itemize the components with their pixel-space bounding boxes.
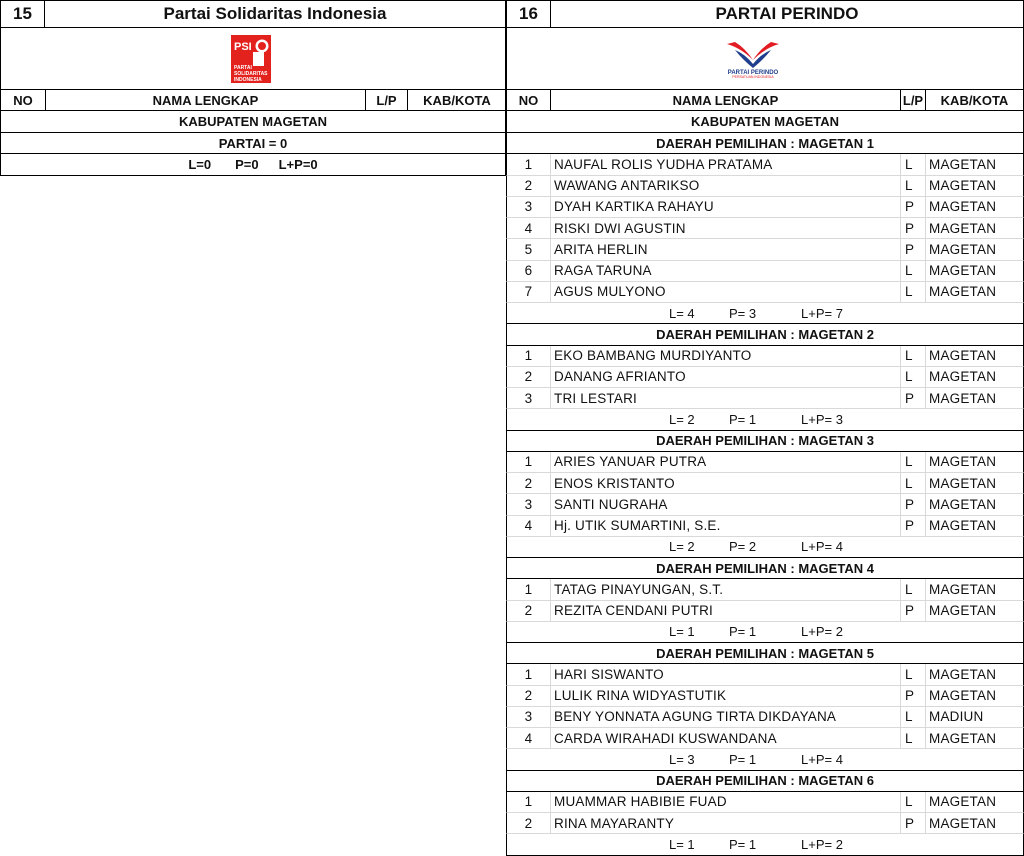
candidate-kab: MAGETAN <box>925 728 1023 748</box>
col-name: NAMA LENGKAP <box>550 90 900 110</box>
candidate-kab: MAGETAN <box>925 282 1023 302</box>
candidate-no: 2 <box>524 688 533 704</box>
candidate-name: DYAH KARTIKA RAHAYU <box>550 197 900 217</box>
candidate-row <box>506 346 1024 367</box>
candidate-row <box>506 579 1024 600</box>
candidate-no: 2 <box>524 815 533 831</box>
svg-text:SOLIDARITAS: SOLIDARITAS <box>234 71 268 77</box>
district-header <box>506 558 1024 579</box>
candidate-gender: P <box>900 813 925 833</box>
perindo-column-headers <box>506 90 1024 111</box>
summary-l: L= 1 <box>669 836 695 852</box>
candidate-gender: L <box>900 707 925 727</box>
candidate-no: 1 <box>524 348 533 364</box>
candidate-name: LULIK RINA WIDYASTUTIK <box>550 686 900 706</box>
candidate-no: 1 <box>524 794 533 810</box>
perindo-region-row <box>506 111 1024 133</box>
gender-summary <box>669 834 1023 854</box>
candidate-name: MUAMMAR HABIBIE FUAD <box>550 792 900 812</box>
candidate-row <box>506 239 1024 260</box>
district-summary <box>506 303 1024 324</box>
summary-lp: L+P= 4 <box>801 751 843 767</box>
candidate-row <box>506 494 1024 515</box>
summary-l: L= 2 <box>669 539 695 555</box>
candidate-no: 5 <box>524 241 533 257</box>
district-header <box>506 643 1024 664</box>
candidate-kab: MAGETAN <box>925 239 1023 259</box>
summary-p: P= 2 <box>729 539 757 555</box>
summary-lp: L+P= 2 <box>801 836 843 852</box>
summary-l: L=0 <box>188 157 212 172</box>
candidate-kab: MAGETAN <box>925 494 1023 514</box>
candidate-gender: L <box>900 452 925 472</box>
candidate-gender: L <box>900 282 925 302</box>
summary-p: P= 1 <box>729 411 757 427</box>
candidate-row <box>506 707 1024 728</box>
perindo-title-row <box>506 0 1024 28</box>
candidate-row <box>506 154 1024 175</box>
candidate-name: BENY YONNATA AGUNG TIRTA DIKDAYANA <box>550 707 900 727</box>
candidate-gender: L <box>900 346 925 366</box>
candidate-gender: P <box>900 218 925 238</box>
candidate-row <box>506 728 1024 749</box>
candidate-kab: MAGETAN <box>925 367 1023 387</box>
district-title: DAERAH PEMILIHAN : MAGETAN 1 <box>656 135 874 151</box>
col-no: NO <box>13 92 33 108</box>
candidate-kab: MAGETAN <box>925 346 1023 366</box>
candidate-row <box>506 516 1024 537</box>
candidate-kab: MADIUN <box>925 707 1023 727</box>
candidate-no: 3 <box>524 199 533 215</box>
candidate-name: NAUFAL ROLIS YUDHA PRATAMA <box>550 154 900 174</box>
candidate-name: CARDA WIRAHADI KUSWANDANA <box>550 728 900 748</box>
candidate-kab: MAGETAN <box>925 664 1023 684</box>
candidate-row <box>506 282 1024 303</box>
candidate-no: 2 <box>524 178 533 194</box>
gender-summary <box>669 749 1023 769</box>
candidate-no: 1 <box>524 666 533 682</box>
party-number: 15 <box>0 1 44 27</box>
candidate-kab: MAGETAN <box>925 601 1023 621</box>
candidate-gender: P <box>900 516 925 536</box>
region-label: KABUPATEN MAGETAN <box>690 114 840 129</box>
district-title: DAERAH PEMILIHAN : MAGETAN 6 <box>656 773 874 789</box>
candidate-row <box>506 686 1024 707</box>
candidate-kab: MAGETAN <box>925 579 1023 599</box>
district-header <box>506 133 1024 154</box>
candidate-row <box>506 664 1024 685</box>
candidate-name: RAGA TARUNA <box>550 261 900 281</box>
candidate-no: 1 <box>524 156 533 172</box>
candidate-kab: MAGETAN <box>925 218 1023 238</box>
candidate-no: 1 <box>524 454 533 470</box>
candidate-gender: L <box>900 261 925 281</box>
gender-summary <box>669 537 1023 557</box>
candidate-row <box>506 197 1024 218</box>
svg-text:PARTAI PERINDO: PARTAI PERINDO <box>727 70 779 76</box>
candidate-kab: MAGETAN <box>925 516 1023 536</box>
candidate-kab: MAGETAN <box>925 792 1023 812</box>
candidate-row <box>506 452 1024 473</box>
col-no: NO <box>518 92 539 108</box>
gender-summary <box>669 622 1023 642</box>
candidate-gender: P <box>900 197 925 217</box>
svg-text:PARTAI: PARTAI <box>234 65 252 71</box>
col-lp: L/P <box>365 90 407 110</box>
candidate-no: 2 <box>524 603 533 619</box>
candidate-name: HARI SISWANTO <box>550 664 900 684</box>
candidate-gender: L <box>900 154 925 174</box>
psi-logo <box>231 35 271 83</box>
psi-total-row <box>0 133 506 154</box>
summary-p: P= 1 <box>729 836 757 852</box>
svg-text:PSI: PSI <box>234 41 252 53</box>
summary-l: L= 2 <box>669 411 695 427</box>
district-summary <box>506 622 1024 643</box>
summary-lp: L+P= 3 <box>801 411 843 427</box>
gender-summary <box>1 154 505 175</box>
district-header <box>506 324 1024 345</box>
candidate-no: 4 <box>524 730 533 746</box>
summary-p: P= 3 <box>729 305 757 321</box>
candidate-gender: P <box>900 601 925 621</box>
candidate-gender: L <box>900 664 925 684</box>
summary-p: P= 1 <box>729 751 757 767</box>
candidate-kab: MAGETAN <box>925 813 1023 833</box>
candidate-no: 4 <box>524 518 533 534</box>
gender-summary <box>669 303 1023 323</box>
candidate-kab: MAGETAN <box>925 473 1023 493</box>
party-number: 16 <box>519 4 538 23</box>
candidate-kab: MAGETAN <box>925 452 1023 472</box>
candidate-name: RISKI DWI AGUSTIN <box>550 218 900 238</box>
summary-l: L= 3 <box>669 751 695 767</box>
candidate-kab: MAGETAN <box>925 686 1023 706</box>
district-title: DAERAH PEMILIHAN : MAGETAN 5 <box>656 645 874 661</box>
psi-title-row <box>0 0 506 28</box>
candidate-row <box>506 367 1024 388</box>
candidate-gender: L <box>900 367 925 387</box>
candidate-row <box>506 261 1024 282</box>
summary-lp: L+P=0 <box>278 157 318 172</box>
region-label: KABUPATEN MAGETAN <box>178 114 328 129</box>
party-name: PARTAI PERINDO <box>550 1 1023 27</box>
candidate-no: 1 <box>524 581 533 597</box>
candidate-gender: P <box>900 388 925 408</box>
candidate-row <box>506 601 1024 622</box>
candidate-name: RINA MAYARANTY <box>550 813 900 833</box>
candidate-no: 3 <box>524 496 533 512</box>
col-kab: KAB/KOTA <box>925 90 1023 110</box>
candidate-row <box>506 473 1024 494</box>
candidate-no: 2 <box>524 369 533 385</box>
candidate-name: ENOS KRISTANTO <box>550 473 900 493</box>
candidate-row <box>506 218 1024 239</box>
district-header <box>506 431 1024 452</box>
candidate-name: TRI LESTARI <box>550 388 900 408</box>
district-title: DAERAH PEMILIHAN : MAGETAN 3 <box>656 433 874 449</box>
candidate-name: EKO BAMBANG MURDIYANTO <box>550 346 900 366</box>
district-title: DAERAH PEMILIHAN : MAGETAN 4 <box>656 560 874 576</box>
svg-text:PERSATUAN INDONESIA: PERSATUAN INDONESIA <box>732 75 774 78</box>
candidate-name: TATAG PINAYUNGAN, S.T. <box>550 579 900 599</box>
summary-l: L= 4 <box>669 305 695 321</box>
col-name: NAMA LENGKAP <box>45 90 365 110</box>
summary-lp: L+P= 4 <box>801 539 843 555</box>
district-header <box>506 771 1024 792</box>
summary-l: L= 1 <box>669 624 695 640</box>
candidate-name: WAWANG ANTARIKSO <box>550 176 900 196</box>
candidate-no: 3 <box>524 390 533 406</box>
candidate-gender: L <box>900 728 925 748</box>
candidate-name: DANANG AFRIANTO <box>550 367 900 387</box>
candidate-row <box>506 813 1024 834</box>
candidate-name: Hj. UTIK SUMARTINI, S.E. <box>550 516 900 536</box>
candidate-name: AGUS MULYONO <box>550 282 900 302</box>
candidate-gender: P <box>900 686 925 706</box>
summary-lp: L+P= 7 <box>801 305 843 321</box>
summary-p: P=0 <box>235 157 259 172</box>
candidate-kab: MAGETAN <box>925 261 1023 281</box>
perindo-logo-row <box>506 28 1024 90</box>
candidate-no: 3 <box>524 709 533 725</box>
col-lp: L/P <box>900 90 925 110</box>
psi-summary-row <box>0 154 506 176</box>
summary-p: P= 1 <box>729 624 757 640</box>
candidate-gender: L <box>900 473 925 493</box>
party-total: PARTAI = 0 <box>218 135 288 151</box>
candidate-name: REZITA CENDANI PUTRI <box>550 601 900 621</box>
candidate-row <box>506 176 1024 197</box>
candidate-row <box>506 792 1024 813</box>
psi-column-headers <box>0 90 506 111</box>
district-title: DAERAH PEMILIHAN : MAGETAN 2 <box>656 326 874 342</box>
candidate-kab: MAGETAN <box>925 154 1023 174</box>
summary-lp: L+P= 2 <box>801 624 843 640</box>
candidate-name: SANTI NUGRAHA <box>550 494 900 514</box>
candidate-gender: L <box>900 792 925 812</box>
candidate-gender: P <box>900 239 925 259</box>
col-kab: KAB/KOTA <box>407 90 506 110</box>
candidate-name: ARITA HERLIN <box>550 239 900 259</box>
candidate-name: ARIES YANUAR PUTRA <box>550 452 900 472</box>
svg-text:INDONESIA: INDONESIA <box>234 77 262 83</box>
party-name: Partai Solidaritas Indonesia <box>44 1 506 27</box>
district-summary <box>506 834 1024 855</box>
candidate-kab: MAGETAN <box>925 197 1023 217</box>
district-summary <box>506 537 1024 558</box>
candidate-gender: L <box>900 579 925 599</box>
candidate-gender: P <box>900 494 925 514</box>
candidate-gender: L <box>900 176 925 196</box>
candidate-no: 4 <box>524 220 533 236</box>
candidate-kab: MAGETAN <box>925 388 1023 408</box>
candidate-no: 7 <box>524 284 533 300</box>
psi-region-row <box>0 111 506 133</box>
candidate-row <box>506 388 1024 409</box>
candidate-kab: MAGETAN <box>925 176 1023 196</box>
perindo-logo <box>725 38 781 78</box>
district-summary <box>506 409 1024 430</box>
candidate-no: 6 <box>524 263 533 279</box>
district-summary <box>506 749 1024 770</box>
psi-logo-row <box>0 28 506 90</box>
candidate-no: 2 <box>524 475 533 491</box>
gender-summary <box>669 409 1023 429</box>
